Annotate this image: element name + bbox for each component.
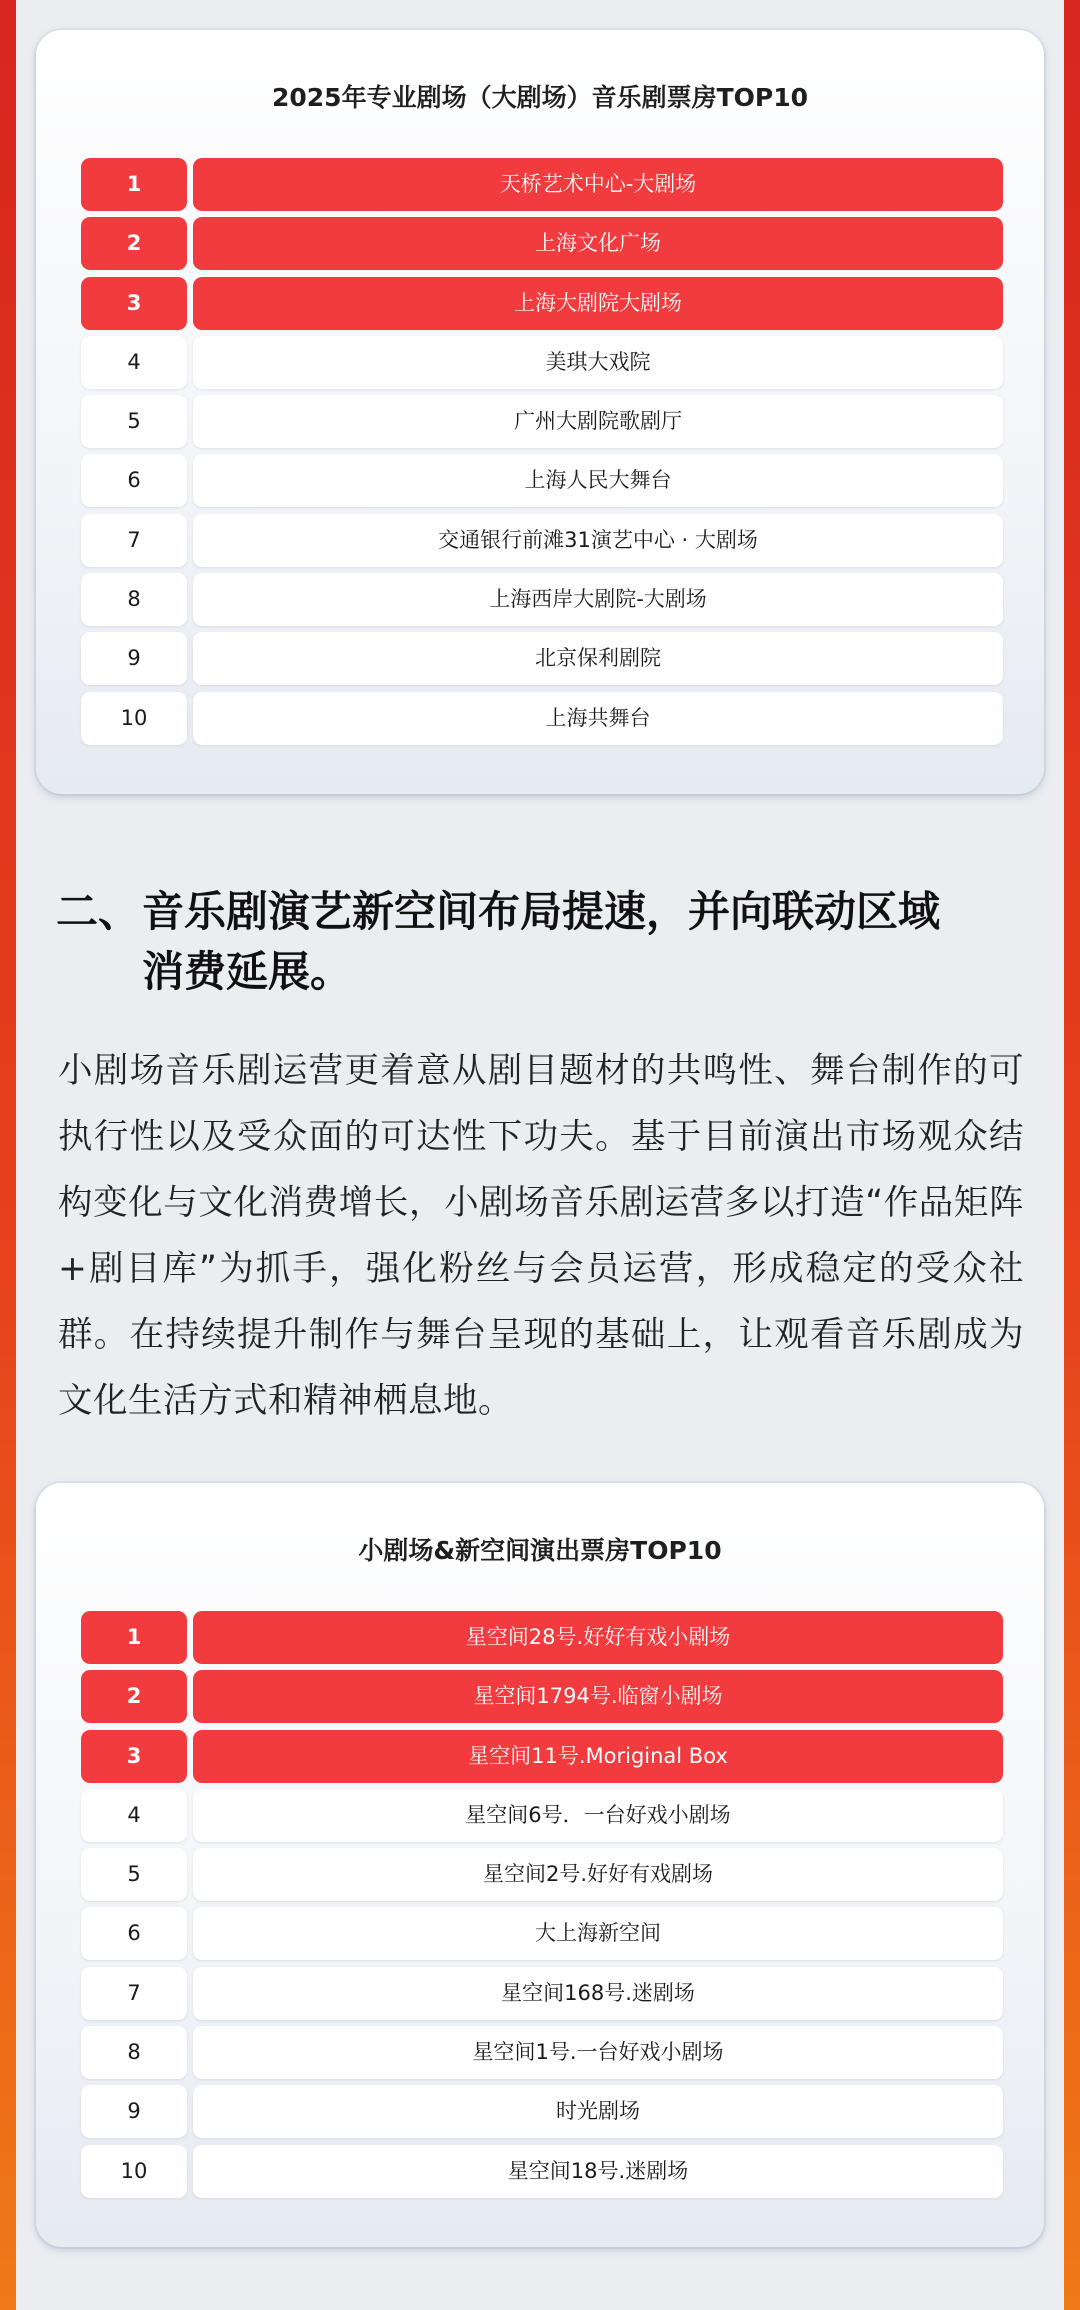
ranking-row bbox=[81, 1848, 1003, 1901]
ranking-list bbox=[81, 158, 1003, 751]
ranking-row bbox=[81, 1967, 1003, 2020]
venue-name: 星空间28号.好好有戏小剧场 bbox=[193, 1611, 1003, 1664]
venue-name: 星空间6号．一台好戏小剧场 bbox=[193, 1789, 1003, 1842]
section-heading-line1: 音乐剧演艺新空间布局提速，并向联动区域 bbox=[142, 887, 941, 936]
rank-number: 5 bbox=[81, 1848, 187, 1901]
ranking-row bbox=[81, 692, 1003, 745]
ranking-card-large-theatres bbox=[36, 30, 1044, 794]
venue-name: 星空间1号.一台好戏小剧场 bbox=[193, 2026, 1003, 2079]
ranking-row bbox=[81, 336, 1003, 389]
rank-number: 10 bbox=[81, 2145, 187, 2198]
ranking-row bbox=[81, 1730, 1003, 1783]
ranking-row bbox=[81, 395, 1003, 448]
rank-number: 9 bbox=[81, 2085, 187, 2138]
rank-number: 2 bbox=[81, 217, 187, 270]
ranking-title: 2025年专业剧场（大剧场）音乐剧票房TOP10 bbox=[272, 83, 808, 112]
ranking-row bbox=[81, 1670, 1003, 1723]
venue-name: 美琪大戏院 bbox=[193, 336, 1003, 389]
ranking-row bbox=[81, 573, 1003, 626]
venue-name: 星空间168号.迷剧场 bbox=[193, 1967, 1003, 2020]
ranking-row bbox=[81, 277, 1003, 330]
rank-number: 2 bbox=[81, 1670, 187, 1723]
rank-number: 8 bbox=[81, 2026, 187, 2079]
venue-name: 上海大剧院大剧场 bbox=[193, 277, 1003, 330]
venue-name: 上海文化广场 bbox=[193, 217, 1003, 270]
ranking-row bbox=[81, 454, 1003, 507]
ranking-row bbox=[81, 2145, 1003, 2198]
ranking-card-small-theatres bbox=[36, 1483, 1044, 2247]
venue-name: 交通银行前滩31演艺中心 · 大剧场 bbox=[193, 514, 1003, 567]
ranking-row bbox=[81, 632, 1003, 685]
section-heading-line2: 消费延展。 bbox=[142, 947, 353, 996]
section-heading bbox=[56, 882, 1026, 1002]
section-number: 二、 bbox=[56, 887, 141, 936]
ranking-row bbox=[81, 217, 1003, 270]
article-page bbox=[16, 0, 1064, 2310]
rank-number: 1 bbox=[81, 158, 187, 211]
rank-number: 4 bbox=[81, 336, 187, 389]
venue-name: 天桥艺术中心-大剧场 bbox=[193, 158, 1003, 211]
rank-number: 3 bbox=[81, 277, 187, 330]
section-body-paragraph: 小剧场音乐剧运营更着意从剧目题材的共鸣性、舞台制作的可执行性以及受众面的可达性下功夫。基于目前演出市场观众结构变化与文化消费增长，小剧场音乐剧运营多以打造“作品矩阵+剧目库”为抓手，强化粉丝与会员运营，形成稳定的受众社群。在持续提升制作与舞台呈现的基础上，让观看音乐剧成为文化生活方式和精神栖息地。 bbox=[58, 1051, 1024, 1421]
ranking-row bbox=[81, 514, 1003, 567]
ranking-row bbox=[81, 1789, 1003, 1842]
venue-name: 星空间18号.迷剧场 bbox=[193, 2145, 1003, 2198]
venue-name: 星空间2号.好好有戏剧场 bbox=[193, 1848, 1003, 1901]
venue-name: 大上海新空间 bbox=[193, 1907, 1003, 1960]
rank-number: 3 bbox=[81, 1730, 187, 1783]
rank-number: 5 bbox=[81, 395, 187, 448]
ranking-row bbox=[81, 2026, 1003, 2079]
rank-number: 6 bbox=[81, 1907, 187, 1960]
rank-number: 4 bbox=[81, 1789, 187, 1842]
rank-number: 7 bbox=[81, 1967, 187, 2020]
rank-number: 7 bbox=[81, 514, 187, 567]
venue-name: 星空间11号.Moriginal Box bbox=[193, 1730, 1003, 1783]
venue-name: 上海共舞台 bbox=[193, 692, 1003, 745]
venue-name: 广州大剧院歌剧厅 bbox=[193, 395, 1003, 448]
ranking-list bbox=[81, 1611, 1003, 2204]
rank-number: 8 bbox=[81, 573, 187, 626]
ranking-row bbox=[81, 2085, 1003, 2138]
ranking-row bbox=[81, 1907, 1003, 1960]
ranking-row bbox=[81, 1611, 1003, 1664]
venue-name: 上海人民大舞台 bbox=[193, 454, 1003, 507]
ranking-row bbox=[81, 158, 1003, 211]
rank-number: 6 bbox=[81, 454, 187, 507]
venue-name: 星空间1794号.临窗小剧场 bbox=[193, 1670, 1003, 1723]
rank-number: 9 bbox=[81, 632, 187, 685]
venue-name: 时光剧场 bbox=[193, 2085, 1003, 2138]
rank-number: 1 bbox=[81, 1611, 187, 1664]
venue-name: 北京保利剧院 bbox=[193, 632, 1003, 685]
venue-name: 上海西岸大剧院-大剧场 bbox=[193, 573, 1003, 626]
ranking-title: 小剧场&新空间演出票房TOP10 bbox=[358, 1536, 722, 1565]
rank-number: 10 bbox=[81, 692, 187, 745]
